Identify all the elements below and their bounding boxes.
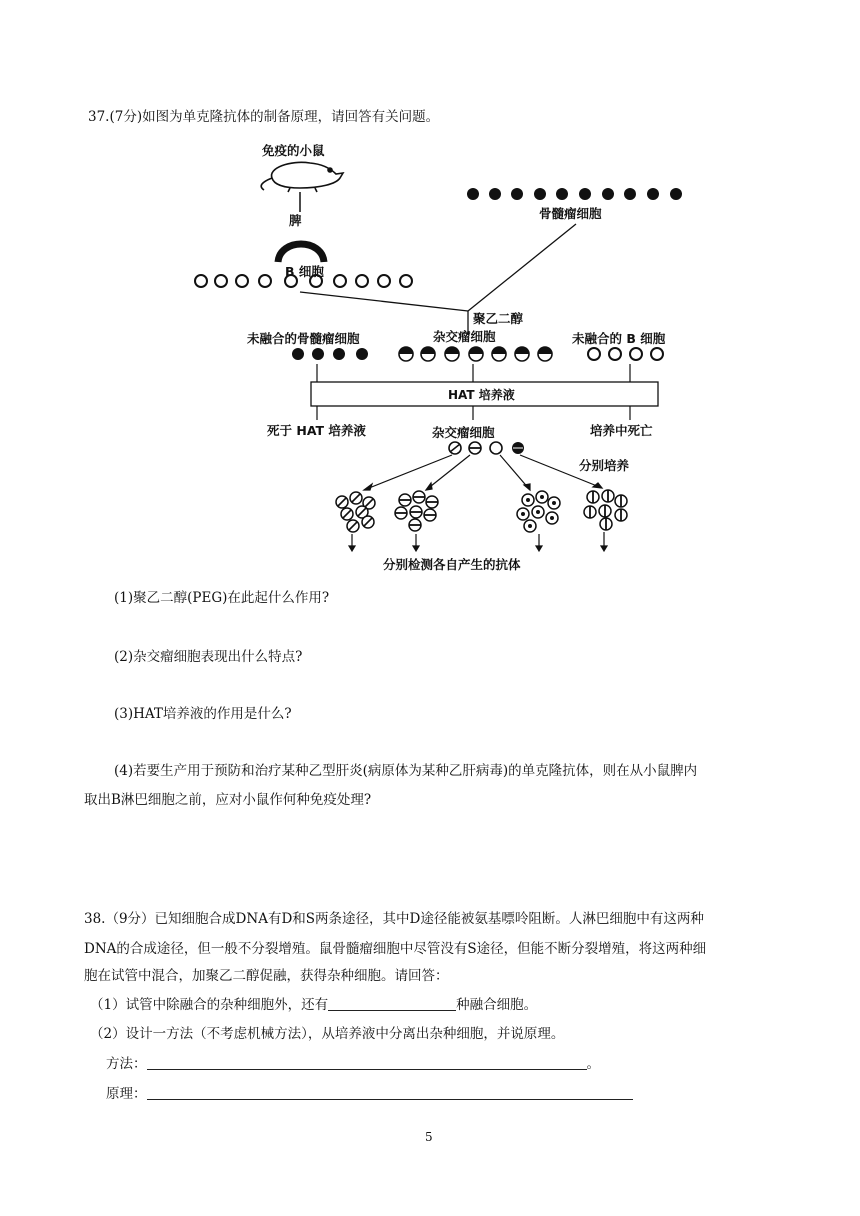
label-separate-culture: 分别培养 <box>579 458 630 473</box>
clone-cluster-4 <box>584 490 627 530</box>
q37-sub4-line1: (4)若要生产用于预防和治疗某种乙型肝炎(病原体为某种乙肝病毒)的单克隆抗体，则在从小鼠脾内 <box>114 763 698 779</box>
q38-line3: 胞在试管中混合，加聚乙二醇促融，获得杂种细胞。请回答： <box>84 968 449 984</box>
label-die-in-hat: 死于 HAT 培养液 <box>267 423 366 438</box>
method-label: 方法： <box>106 1056 147 1072</box>
method-answer-blank[interactable] <box>147 1055 587 1070</box>
label-spleen: 脾 <box>289 213 302 228</box>
monoclonal-antibody-diagram <box>0 0 860 600</box>
clone-cluster-1 <box>336 492 375 532</box>
diverging-arrows <box>364 455 602 490</box>
q37-sub2: (2)杂交瘤细胞表现出什么特点? <box>114 649 303 665</box>
hybridoma-cells-top <box>399 347 552 361</box>
label-hybridoma-top: 杂交瘤细胞 <box>433 329 496 344</box>
q37-sub4-line2: 取出B淋巴细胞之前，应对小鼠作何种免疫处理? <box>84 792 372 808</box>
line-myeloma-to-fusion <box>468 224 576 311</box>
label-myeloma: 骨髓瘤细胞 <box>539 206 602 221</box>
q37-sub3: (3)HAT培养液的作用是什么? <box>114 706 292 722</box>
q38-sub1-answer-blank[interactable] <box>328 996 456 1011</box>
arrows-out-of-hat <box>317 406 630 420</box>
unfused-myeloma-cells <box>292 348 368 360</box>
unfused-b-cells <box>588 348 663 360</box>
clone-cluster-2 <box>395 491 438 531</box>
label-hybridoma-mid: 杂交瘤细胞 <box>432 425 495 440</box>
line-b-to-fusion <box>300 292 468 311</box>
q38-principle-row <box>106 1085 633 1103</box>
label-hat-medium: HAT 培养液 <box>448 388 515 402</box>
page-number: 5 <box>425 1130 433 1144</box>
method-end: 。 <box>586 1056 600 1072</box>
clone-cluster-3 <box>517 491 560 532</box>
label-peg: 聚乙二醇 <box>473 311 524 326</box>
label-die-in-culture: 培养中死亡 <box>590 423 653 438</box>
q38-sub2: （2）设计一方法（不考虑机械方法），从培养液中分离出杂种细胞，并说原理。 <box>90 1026 565 1042</box>
hybridoma-clones <box>449 442 524 454</box>
mouse-icon <box>261 162 343 192</box>
label-unfused-myeloma: 未融合的骨髓瘤细胞 <box>247 331 360 346</box>
q38-sub1 <box>90 996 537 1014</box>
label-mouse: 免疫的小鼠 <box>262 143 325 158</box>
myeloma-cell-row <box>467 188 682 200</box>
principle-label: 原理： <box>106 1086 147 1102</box>
arrows-into-hat <box>317 364 630 382</box>
q38-line2: DNA的合成途径，但一般不分裂增殖。鼠骨髓瘤细胞中尽管没有S途径，但能不断分裂增殖，将这两种细 <box>84 941 707 957</box>
detect-arrows <box>349 532 607 551</box>
q38-sub1-prefix: （1）试管中除融合的杂种细胞外，还有 <box>90 997 329 1013</box>
q38-method-row <box>106 1055 600 1073</box>
principle-answer-blank[interactable] <box>147 1085 633 1100</box>
spleen-icon <box>278 244 324 262</box>
label-b-cells: B 细胞 <box>285 264 324 279</box>
q38-sub1-suffix: 种融合细胞。 <box>456 997 538 1013</box>
label-detect-antibodies: 分别检测各自产生的抗体 <box>383 557 521 572</box>
label-unfused-b: 未融合的 B 细胞 <box>572 331 666 346</box>
q37-title: 37.(7分)如图为单克隆抗体的制备原理，请回答有关问题。 <box>88 109 440 125</box>
q38-line1: 38.（9分）已知细胞合成DNA有D和S两条途径，其中D途径能被氨基嘌呤阻断。人淋巴细胞中有这两种 <box>84 911 704 927</box>
q37-sub1: (1)聚乙二醇(PEG)在此起什么作用? <box>114 590 330 606</box>
